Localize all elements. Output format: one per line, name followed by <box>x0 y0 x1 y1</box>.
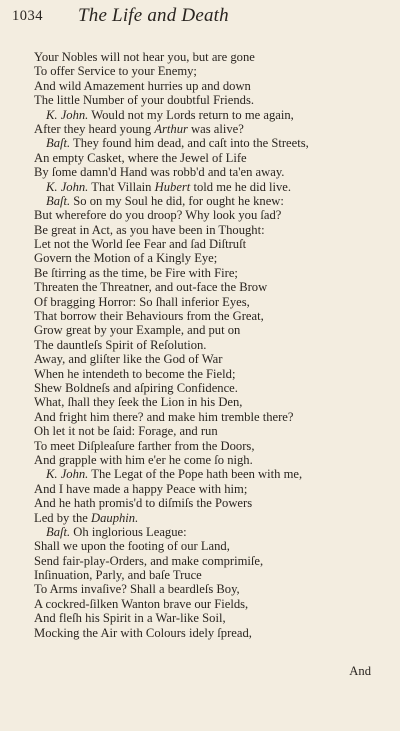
line-text: Mocking the Air with Colours idely ſpread, <box>34 625 252 640</box>
line-text: Threaten the Threatner, and out-face the Brow <box>34 280 268 295</box>
text-line <box>34 223 384 237</box>
text-line <box>34 208 384 222</box>
page-number: 1034 <box>12 8 43 24</box>
italic-text: Baſt. <box>46 193 71 208</box>
line-text: After they heard young <box>34 121 155 136</box>
text-line <box>34 352 384 366</box>
line-text: But wherefore do you droop? Why look you ſad? <box>34 208 282 223</box>
line-text: By ſome damn'd Hand was robb'd and ta'en away. <box>34 165 285 180</box>
line-text: Shew Boldneſs and aſpiring Confidence. <box>34 380 238 395</box>
italic-text: K. John. <box>46 179 89 194</box>
text-line <box>34 266 384 280</box>
line-text: And wild Amazement hurries up and down <box>34 78 251 93</box>
text-line <box>34 496 384 510</box>
text-line <box>34 136 384 150</box>
line-text: Away, and gliſter like the God of War <box>34 352 223 367</box>
text-line <box>34 295 384 309</box>
italic-text: Arthur <box>154 121 188 136</box>
text-line <box>34 597 384 611</box>
text-line <box>34 165 384 179</box>
text-line <box>34 395 384 409</box>
line-text: To meet Diſpleaſure farther from the Doors, <box>34 438 255 453</box>
line-text: And fleſh his Spirit in a War-like Soil, <box>34 611 226 626</box>
text-line <box>34 525 384 539</box>
text-line <box>34 367 384 381</box>
line-text: And he hath promis'd to diſmiſs the Powers <box>34 496 253 511</box>
line-text: What, ſhall they ſeek the Lion in his Den, <box>34 395 243 410</box>
line-text: And I have made a happy Peace with him; <box>34 481 248 496</box>
line-text: A cockred-ſilken Wanton brave our Fields, <box>34 596 249 611</box>
text-line <box>34 611 384 625</box>
line-text: Shall we upon the footing of our Land, <box>34 539 230 554</box>
catchword: And <box>349 664 371 678</box>
text-line <box>34 280 384 294</box>
text-line <box>34 539 384 553</box>
line-text: Let not the World ſee Fear and ſad Diſtruſt <box>34 237 247 252</box>
text-line <box>34 511 384 525</box>
line-text: That Villain <box>88 179 155 194</box>
line-text: When he intendeth to become the Field; <box>34 366 236 381</box>
line-text: To offer Service to your Enemy; <box>34 64 197 79</box>
line-text: The little Number of your doubtful Friends. <box>34 93 255 108</box>
text-line <box>34 93 384 107</box>
text-line <box>34 568 384 582</box>
running-title: The Life and Death <box>78 5 229 26</box>
text-line <box>34 554 384 568</box>
italic-text: Baſt. <box>46 524 71 539</box>
text-line <box>34 79 384 93</box>
text-line <box>34 50 384 64</box>
line-text: Your Nobles will not hear you, but are gone <box>34 50 255 64</box>
verse-text <box>34 50 384 640</box>
text-line <box>34 626 384 640</box>
text-line <box>34 194 384 208</box>
line-text: They found him dead, and caſt into the Streets, <box>70 136 309 151</box>
text-line <box>34 467 384 481</box>
italic-text: Hubert <box>154 179 191 194</box>
text-line <box>34 582 384 596</box>
line-text: Govern the Motion of a Kingly Eye; <box>34 251 218 266</box>
text-line <box>34 439 384 453</box>
line-text: Inſinuation, Parly, and baſe Truce <box>34 568 202 583</box>
text-line <box>34 180 384 194</box>
text-line <box>34 237 384 251</box>
text-line <box>34 64 384 78</box>
italic-text: Baſt. <box>46 136 71 151</box>
line-text: The Legat of the Pope hath been with me, <box>88 467 303 482</box>
page-header <box>10 4 390 26</box>
line-text: Led by the <box>34 510 92 525</box>
line-text: So on my Soul he did, for ought he knew: <box>70 193 284 208</box>
line-text: Would not my Lords return to me again, <box>88 107 294 122</box>
text-line <box>34 251 384 265</box>
line-text: Oh let it not be ſaid: Forage, and run <box>34 424 218 439</box>
line-text: was alive? <box>187 121 244 136</box>
line-text: The dauntleſs Spirit of Reſolution. <box>34 337 207 352</box>
text-line <box>34 108 384 122</box>
text-line <box>34 122 384 136</box>
line-text: told me he did live. <box>190 179 292 194</box>
line-text: To Arms invaſive? Shall a beardleſs Boy, <box>34 582 240 597</box>
line-text: An empty Casket, where the Jewel of Life <box>34 150 247 165</box>
text-line <box>34 381 384 395</box>
text-line <box>34 323 384 337</box>
line-text: That borrow their Behaviours from the Great, <box>34 309 264 324</box>
italic-text: K. John. <box>46 107 89 122</box>
text-line <box>34 482 384 496</box>
italic-text: K. John. <box>46 467 89 482</box>
text-line <box>34 424 384 438</box>
text-line <box>34 338 384 352</box>
text-line <box>34 309 384 323</box>
text-line <box>34 151 384 165</box>
line-text: And grapple with him e'er he come ſo nigh. <box>34 452 253 467</box>
line-text: Be ſtirring as the time, be Fire with Fire; <box>34 265 238 280</box>
line-text: Send fair-play-Orders, and make comprimiſe, <box>34 553 264 568</box>
text-line <box>34 453 384 467</box>
text-line <box>34 410 384 424</box>
line-text: Be great in Act, as you have been in Thought: <box>34 222 265 237</box>
line-text: And fright him there? and make him tremble there? <box>34 409 294 424</box>
line-text: Grow great by your Example, and put on <box>34 323 241 338</box>
line-text: Of bragging Horror: So ſhall inferior Eyes, <box>34 294 250 309</box>
line-text: Oh inglorious League: <box>70 524 187 539</box>
italic-text: Dauphin. <box>91 510 139 525</box>
